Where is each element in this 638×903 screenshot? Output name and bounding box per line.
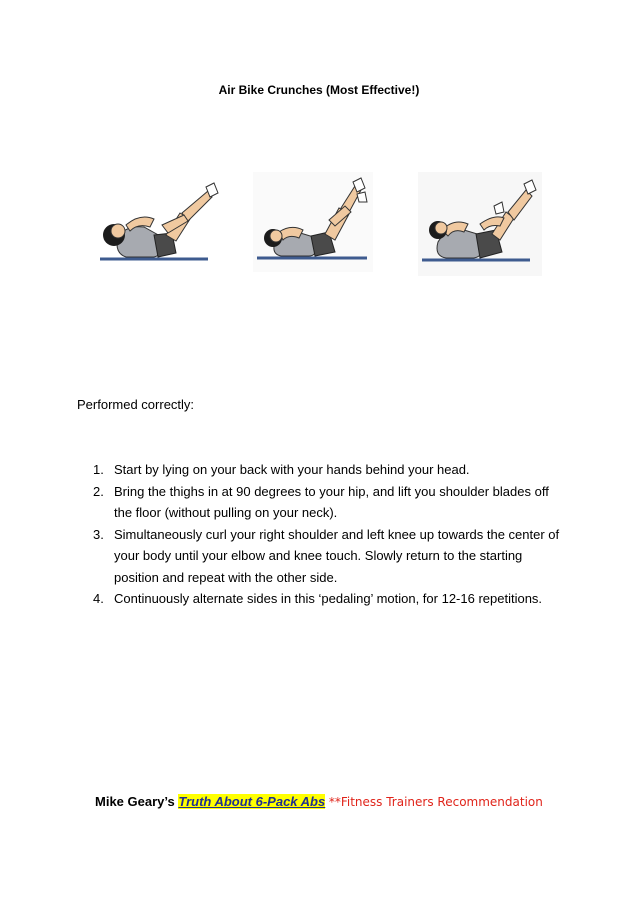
list-item [93,524,563,589]
list-item [93,481,563,524]
list-number: 4. [93,591,104,606]
list-item [93,588,563,610]
air-bike-crunch-figure-1 [96,175,220,265]
footer-author: Mike Geary’s [95,794,175,809]
page-title: Air Bike Crunches (Most Effective!) [218,83,420,97]
air-bike-crunch-figure-3-frame [418,172,542,276]
step-text: Bring the thighs in at 90 degrees to your hip, and lift you shoulder blades off the floor (without pulling on your neck). [114,483,549,520]
footer-link[interactable]: Truth About 6-Pack Abs [178,794,326,809]
steps-list [93,459,563,610]
intro-text: Performed correctly: [77,397,195,412]
footer [95,794,543,809]
list-number: 2. [93,483,104,499]
step-text: Simultaneously curl your right shoulder and left knee up towards the center of your body until your elbow and knee touch. Slowly return to the starting position and repeat with the other side. [114,526,560,585]
list-number: 1. [93,462,104,477]
list-number: 3. [93,526,104,542]
step-text: Continuously alternate sides in this ‘pedaling’ motion, for 12-16 repetitions. [114,591,543,606]
air-bike-crunch-figure-2-frame [253,172,373,272]
air-bike-crunch-figure-2 [253,172,373,272]
list-item [93,459,563,481]
footer-recommendation: **Fitness Trainers Recommendation [328,795,543,809]
step-text: Start by lying on your back with your hands behind your head. [114,462,470,477]
air-bike-crunch-figure-3 [418,172,542,276]
